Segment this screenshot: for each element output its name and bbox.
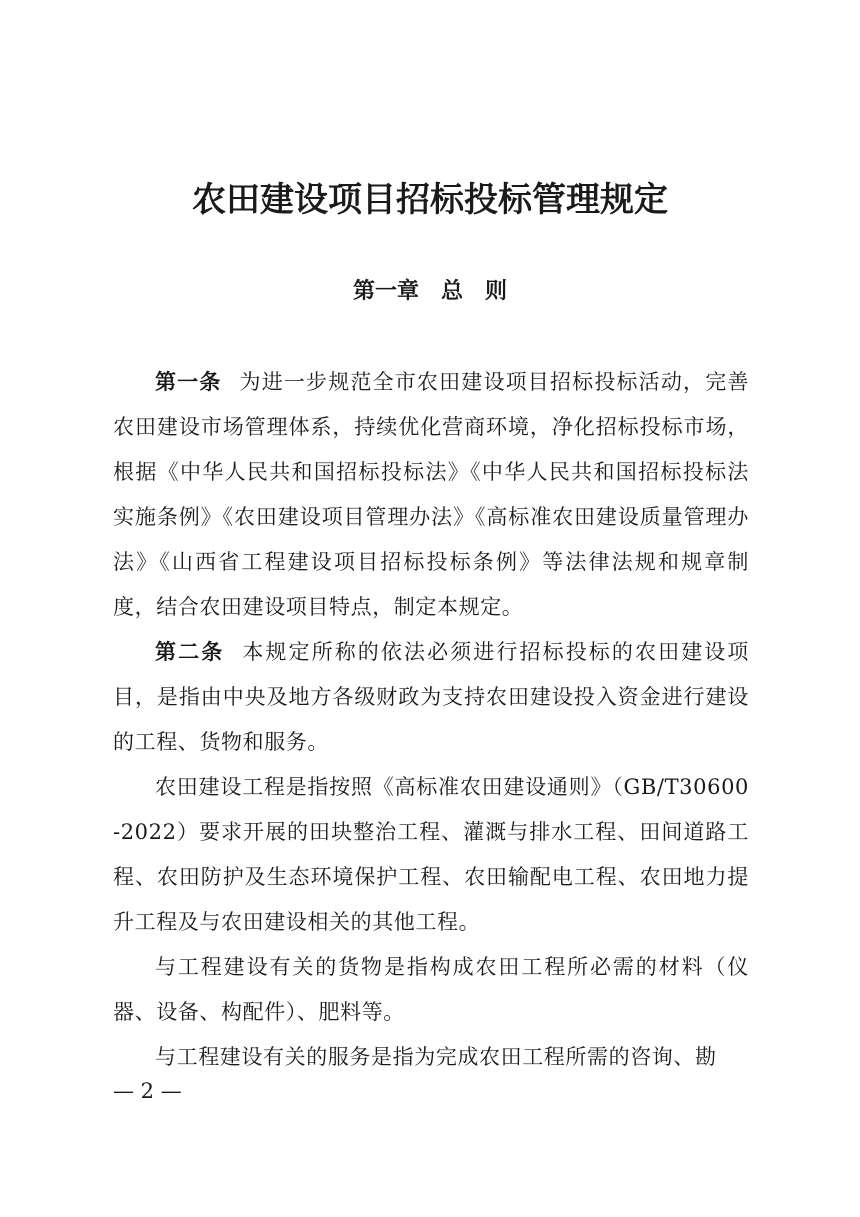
article-1-paragraph xyxy=(113,360,749,630)
paragraph-text: 本规定所称的依法必须进行招标投标的农田建设项目，是指由中央及地方各级财政为支持农田建设投入资金进行建设的工程、货物和服务。 xyxy=(113,640,749,754)
chapter-heading: 第一章 总 则 xyxy=(352,279,507,304)
document-body xyxy=(113,360,749,1080)
document-title: 农田建设项目招标投标管理规定 xyxy=(192,180,668,220)
paragraph-text: 与工程建设有关的服务是指为完成农田工程所需的咨询、勘 xyxy=(155,1045,717,1069)
engineering-definition-paragraph xyxy=(113,765,749,945)
article-2-paragraph xyxy=(113,630,749,765)
goods-definition-paragraph xyxy=(113,945,749,1035)
paragraph-text: 与工程建设有关的货物是指构成农田工程所必需的材料（仪器、设备、构配件）、肥料等。 xyxy=(113,955,749,1024)
paragraph-text: 农田建设工程是指按照《高标准农田建设通则》（GB/T30600-2022）要求开展的田块整治工程、灌溉与排水工程、田间道路工程、农田防护及生态环境保护工程、农田输配电工程、农田地力提升工程及与农田建设相关的其他工程。 xyxy=(113,775,749,934)
services-definition-paragraph xyxy=(113,1035,749,1080)
page-number: — 2 — xyxy=(113,1079,182,1103)
paragraph-text: 为进一步规范全市农田建设项目招标投标活动，完善农田建设市场管理体系，持续优化营商环境，净化招标投标市场，根据《中华人民共和国招标投标法》《中华人民共和国招标投标法实施条例》《农田建设项目管理办法》《高标准农田建设质量管理办法》《山西省工程建设项目招标投标条例》等法律法规和规章制度，结合农田建设项目特点，制定本规定。 xyxy=(113,370,749,619)
article-label: 第一条 xyxy=(155,370,222,394)
article-label: 第二条 xyxy=(155,640,225,664)
